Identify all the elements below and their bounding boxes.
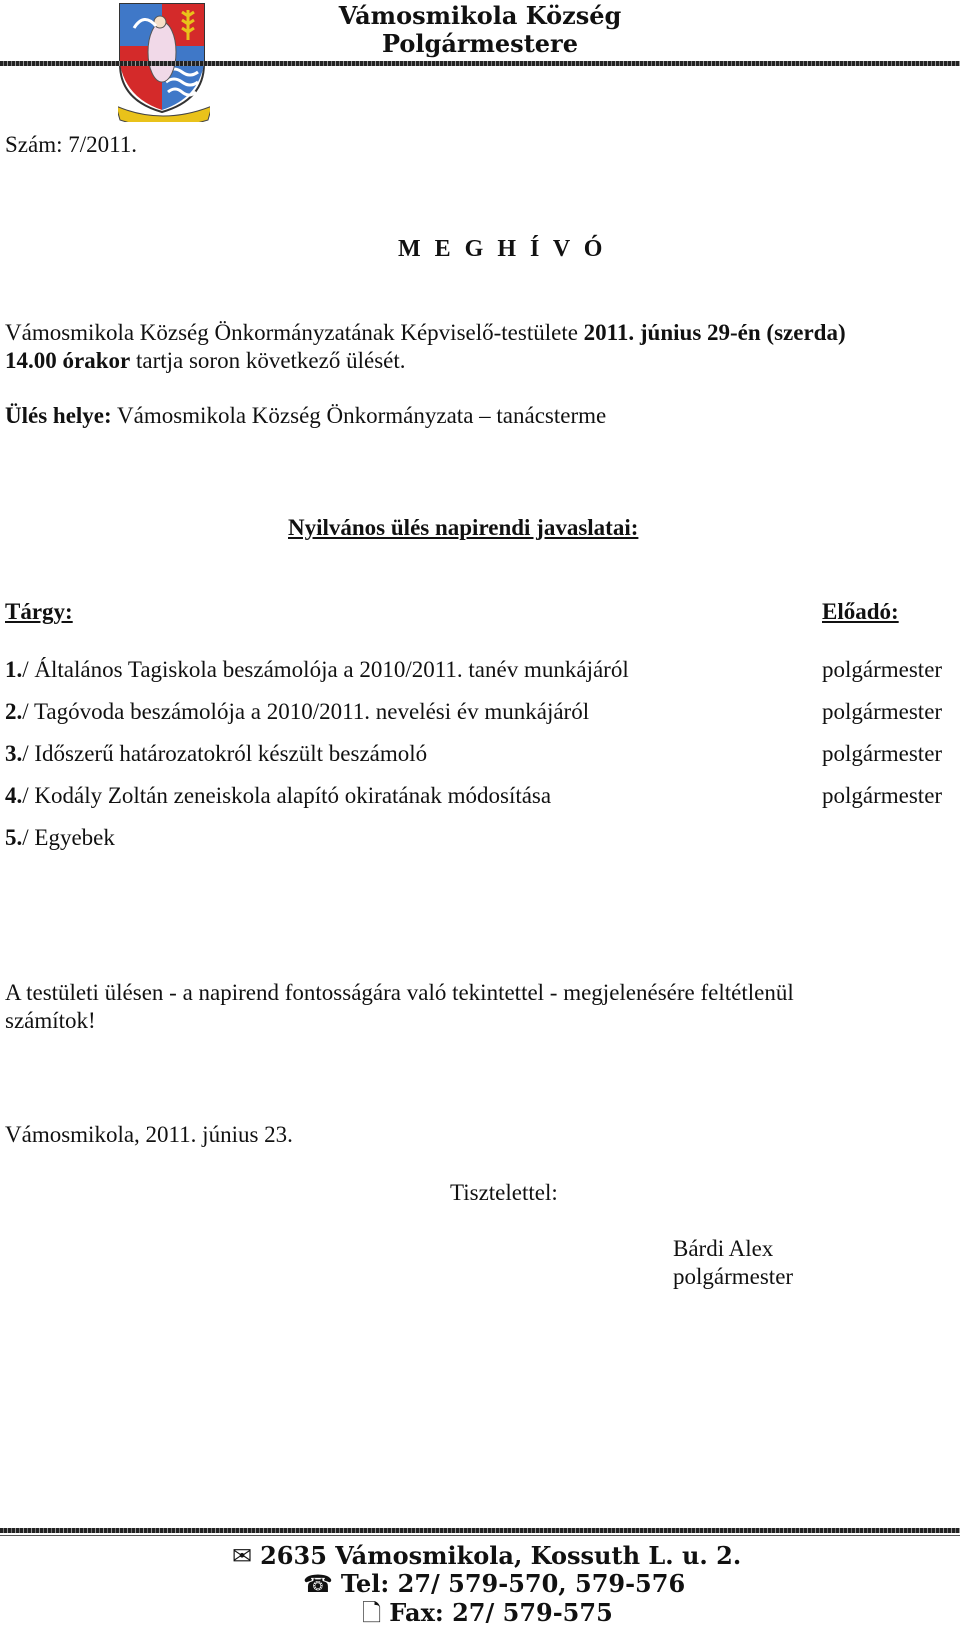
intro-line2	[5, 346, 406, 375]
presenter-column-header: Előadó:	[822, 599, 899, 624]
fax-text: Fax: 27/ 579-575	[389, 1598, 613, 1627]
agenda-item	[5, 739, 427, 768]
agenda-item	[5, 655, 629, 684]
header-divider	[0, 61, 960, 66]
place-and-date: Vámosmikola, 2011. június 23.	[5, 1122, 293, 1147]
footer-fax	[362, 1596, 613, 1637]
footer-phone	[303, 1569, 685, 1598]
footer-divider-thin	[0, 1535, 960, 1536]
agenda-item-text: / Általános Tagiskola beszámolója a 2010/2011. tanév munkájáról	[22, 657, 629, 682]
phone-text: Tel: 27/ 579-570, 579-576	[340, 1569, 686, 1598]
subject-column-header: Tárgy:	[5, 599, 73, 624]
agenda-item-text: / Időszerű határozatokról készült beszámoló	[22, 741, 428, 766]
venue-label: Ülés helye:	[5, 403, 112, 428]
document-icon: 🗋	[362, 1599, 382, 1627]
agenda-item-number: 5.	[5, 825, 23, 850]
telephone-icon: ☎	[303, 1570, 333, 1598]
agenda-item-presenter: polgármester	[822, 657, 943, 682]
agenda-item-text: / Egyebek	[22, 825, 115, 850]
header-title-line1: Vámosmikola Község	[338, 1, 622, 30]
address-text: 2635 Vámosmikola, Kossuth L. u. 2.	[260, 1541, 742, 1570]
intro-line1	[5, 318, 846, 347]
agenda-item-presenter: polgármester	[822, 741, 943, 766]
closing-line1: A testületi ülésen - a napirend fontosságára való tekintettel - megjelenésére feltétlenül	[5, 980, 794, 1005]
agenda-item-presenter: polgármester	[822, 783, 943, 808]
agenda-item-number: 1.	[5, 657, 23, 682]
agenda-item-number: 2.	[5, 699, 23, 724]
agenda-item-number: 4.	[5, 783, 23, 808]
intro-text: Vámosmikola Község Önkormányzatának Képviselő-testülete	[5, 320, 584, 345]
header-title-line2: Polgármestere	[382, 29, 578, 58]
agenda-item-number: 3.	[5, 741, 23, 766]
footer-divider	[0, 1528, 960, 1533]
agenda-heading: Nyilvános ülés napirendi javaslatai:	[288, 515, 639, 540]
closing-line2: számítok!	[5, 1008, 96, 1033]
agenda-item	[5, 823, 115, 852]
document-title: M E G H Í V Ó	[398, 236, 607, 262]
meeting-time: 14.00 órakor	[5, 348, 131, 373]
signer-title: polgármester	[673, 1264, 794, 1289]
agenda-item-text: / Kodály Zoltán zeneiskola alapító okiratának módosítása	[22, 783, 552, 808]
footer-address	[232, 1541, 741, 1570]
intro-text-end: tartja soron következő ülését.	[130, 348, 406, 373]
venue-value: Vámosmikola Község Önkormányzata – tanácsterme	[111, 403, 607, 428]
venue-line	[5, 401, 606, 430]
agenda-item	[5, 697, 589, 726]
agenda-item-text: / Tagóvoda beszámolója a 2010/2011. nevelési év munkájáról	[22, 699, 590, 724]
signer-name: Bárdi Alex	[673, 1236, 774, 1261]
agenda-item	[5, 781, 551, 810]
envelope-icon: ✉	[232, 1542, 253, 1570]
salutation: Tisztelettel:	[450, 1180, 558, 1205]
meeting-date: 2011. június 29-én (szerda)	[583, 320, 846, 345]
reference-number: Szám: 7/2011.	[5, 132, 138, 157]
agenda-item-presenter: polgármester	[822, 699, 943, 724]
